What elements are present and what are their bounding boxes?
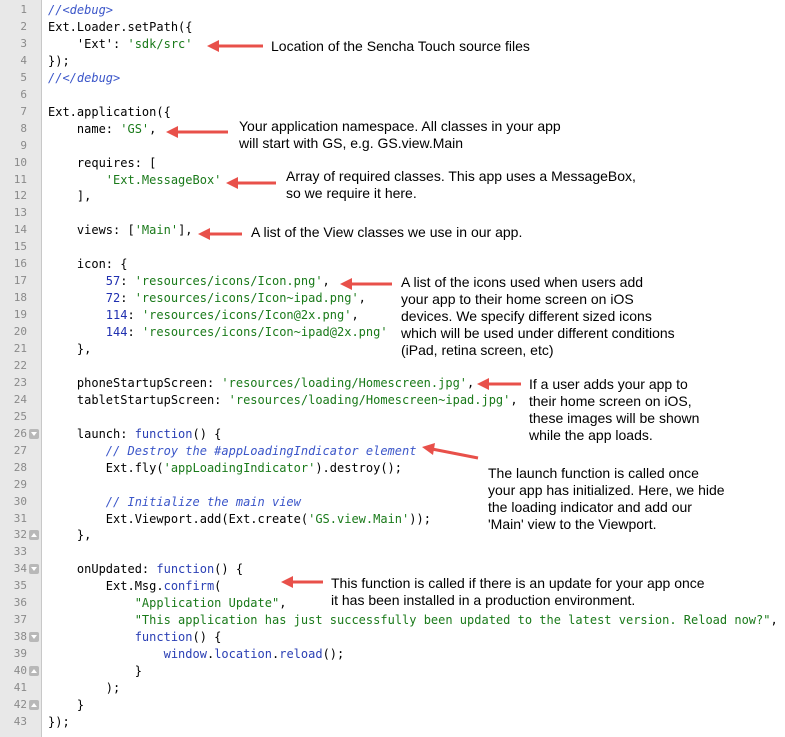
code-token: [48, 495, 106, 509]
code-token: 'resources/loading/Homescreen.jpg': [221, 375, 468, 390]
code-token: location: [214, 647, 272, 662]
code-text: [48, 646, 344, 662]
code-text: [48, 324, 388, 340]
code-token: Ext.Viewport.add(Ext.create(: [48, 511, 309, 526]
line-number: 15: [13, 240, 27, 254]
code-token: () {: [214, 562, 244, 577]
annotation-text: Array of required classes. This app uses a MessageBox,: [286, 168, 636, 184]
code-token: });: [48, 53, 70, 68]
code-token: }: [48, 697, 85, 712]
code-text: [48, 104, 171, 120]
code-token: ],: [178, 223, 193, 238]
annotation-source-files: [271, 38, 530, 55]
code-text: [48, 561, 243, 577]
code-token: ,: [510, 392, 518, 407]
code-token: ,: [770, 613, 778, 628]
code-token: [48, 444, 106, 458]
code-token: },: [48, 528, 92, 543]
code-token: 'resources/icons/Icon.png': [134, 274, 323, 289]
annotation-text: these images will be shown: [529, 410, 700, 426]
code-token: .: [271, 647, 280, 662]
line-number: 25: [13, 409, 27, 423]
code-text: [48, 2, 113, 18]
annotation-text: If a user adds your app to: [529, 376, 688, 392]
code-token: ,: [279, 596, 287, 611]
line-number: 12: [13, 189, 27, 203]
line-number: 29: [13, 477, 27, 491]
code-text: [48, 511, 431, 527]
line-number: 27: [13, 443, 27, 457]
annotation-text: Your application namespace. All classes in your app: [239, 118, 561, 134]
annotation-text: This function is called if there is an update for your app once: [331, 575, 705, 591]
code-line[interactable]: [0, 663, 785, 679]
code-token: [48, 630, 135, 644]
fold-collapse-icon[interactable]: [29, 632, 39, 642]
line-number: 31: [13, 511, 27, 525]
annotation-text: your app to their home screen on iOS: [401, 291, 634, 307]
code-token: [48, 291, 106, 305]
code-text: [48, 53, 70, 69]
code-token: name:: [48, 121, 121, 136]
code-token: Ext.application({: [48, 104, 171, 119]
code-line[interactable]: [0, 358, 785, 374]
code-token: [48, 596, 135, 610]
line-number: 32: [13, 528, 27, 542]
code-token: Ext.fly(: [48, 460, 164, 475]
arrow-views: [196, 226, 244, 242]
code-token: Ext.Msg.: [48, 579, 164, 594]
line-number: 43: [13, 714, 27, 728]
annotation-text: the loading indicator and add our: [488, 499, 692, 515]
code-token: //</debug>: [48, 70, 121, 85]
line-number: 40: [13, 664, 27, 678]
code-token: [48, 308, 106, 322]
code-token: Ext.Loader.setPath({: [48, 19, 193, 34]
annotation-text: your app has initialized. Here, we hide: [488, 482, 725, 498]
line-number: 42: [13, 697, 27, 711]
code-token: window: [163, 647, 207, 662]
arrow-source-files: [205, 38, 265, 54]
code-line[interactable]: [0, 544, 785, 560]
code-text: [48, 155, 156, 171]
line-number: 18: [13, 291, 27, 305]
line-number: 4: [20, 53, 27, 67]
code-text: [48, 341, 91, 357]
arrow-icons: [338, 276, 394, 292]
line-number: 20: [13, 325, 27, 339]
line-number: 7: [20, 104, 27, 118]
code-token: views: [: [48, 223, 135, 238]
code-token: :: [127, 325, 142, 340]
line-number: 41: [13, 681, 27, 694]
code-token: },: [48, 342, 92, 356]
code-token: // Initialize the main view: [105, 494, 301, 509]
annotation-text: A list of the View classes we use in our app.: [251, 224, 523, 240]
arrow-requires: [224, 175, 278, 191]
annotation-views: [251, 224, 522, 241]
code-line[interactable]: [0, 205, 785, 221]
arrow-namespace: [164, 124, 230, 140]
code-token: [48, 647, 164, 661]
code-token: [48, 173, 106, 187]
fold-collapse-icon[interactable]: [29, 429, 39, 439]
fold-end-icon[interactable]: [29, 666, 39, 676]
annotation-text: A list of the icons used when users add: [401, 274, 644, 290]
code-line[interactable]: [0, 612, 785, 628]
line-number: 36: [13, 596, 27, 610]
code-token: 'GS.view.Main': [308, 511, 410, 526]
line-number: 21: [13, 342, 27, 355]
code-token: function: [156, 562, 215, 577]
code-line[interactable]: [0, 697, 785, 713]
line-number: 6: [20, 87, 27, 101]
line-number: 5: [20, 70, 27, 84]
code-text: [48, 697, 84, 713]
code-token: "This application has just successfully been updated to the latest version. Reload now?": [134, 613, 771, 628]
annotation-launch: [488, 465, 725, 533]
annotation-text: Location of the Sencha Touch source files: [271, 38, 530, 54]
fold-end-icon[interactable]: [29, 700, 39, 710]
code-token: 'sdk/src': [127, 36, 193, 51]
code-token: () {: [192, 630, 222, 645]
code-text: [48, 375, 474, 391]
code-text: [48, 714, 70, 730]
code-token: ,: [322, 274, 330, 289]
line-number: 33: [13, 545, 27, 559]
code-token: 144: [105, 325, 128, 340]
code-text: [48, 273, 330, 289]
code-token: 'resources/icons/Icon~ipad@2x.png': [141, 325, 388, 340]
code-line[interactable]: [0, 256, 785, 272]
line-number: 11: [13, 172, 27, 186]
code-token: .: [206, 647, 215, 662]
line-number: 14: [13, 223, 27, 237]
code-token: 'GS': [120, 121, 150, 136]
code-token: );: [48, 681, 121, 695]
line-number: 2: [20, 19, 27, 33]
code-token: ,: [358, 291, 366, 306]
code-token: phoneStartupScreen:: [48, 375, 222, 390]
code-line[interactable]: [0, 70, 785, 86]
code-token: confirm: [163, 579, 215, 594]
arrow-launch: [420, 442, 480, 462]
code-token: ).destroy();: [315, 460, 403, 475]
line-number: 8: [20, 121, 27, 135]
annotation-text: devices. We specify different sized icons: [401, 308, 652, 324]
code-text: [48, 595, 286, 611]
code-line[interactable]: [0, 53, 785, 69]
code-token: //<debug>: [48, 3, 114, 17]
annotation-text: their home screen on iOS,: [529, 393, 692, 409]
code-text: [48, 460, 402, 476]
code-line[interactable]: [0, 443, 785, 459]
code-token: [48, 613, 135, 627]
code-text: [48, 443, 416, 459]
code-token: 114: [105, 308, 128, 323]
annotation-text: 'Main' view to the Viewport.: [488, 516, 657, 532]
annotation-onupdated: [331, 575, 705, 609]
line-number: 19: [13, 308, 27, 322]
fold-collapse-icon[interactable]: [29, 564, 39, 574]
arrow-onupdated: [279, 574, 325, 590]
line-number: 28: [13, 460, 27, 474]
annotation-text: will start with GS, e.g. GS.view.Main: [239, 135, 464, 151]
code-token: [48, 325, 106, 339]
line-number: 3: [20, 36, 27, 50]
line-number: 13: [13, 206, 27, 220]
code-text: [48, 222, 193, 238]
line-number: 39: [13, 647, 27, 661]
code-token: :: [120, 291, 135, 306]
annotation-requires: [286, 168, 636, 202]
code-token: ));: [409, 511, 431, 526]
line-number: 24: [13, 392, 27, 406]
code-text: [48, 307, 359, 323]
code-text: [48, 70, 120, 86]
line-number: 34: [13, 562, 27, 576]
code-token: reload: [279, 647, 323, 662]
code-text: [48, 494, 301, 510]
code-token: ],: [48, 189, 92, 204]
code-text: [48, 121, 156, 137]
code-token: 'Ext.MessageBox': [105, 172, 222, 187]
line-number: 16: [13, 257, 27, 271]
line-number: 9: [20, 138, 27, 152]
annotation-startup-screens: [529, 376, 699, 444]
code-token: :: [127, 308, 142, 323]
code-text: [48, 290, 366, 306]
code-text: [48, 663, 142, 679]
code-line[interactable]: [0, 646, 785, 662]
code-token: onUpdated:: [48, 562, 157, 577]
code-token: }: [48, 664, 142, 679]
code-line[interactable]: [0, 239, 785, 255]
code-line[interactable]: [0, 19, 785, 35]
code-line[interactable]: [0, 680, 785, 696]
arrow-startup-screens: [475, 376, 523, 392]
code-token: ();: [322, 647, 345, 662]
code-text: [48, 36, 193, 52]
line-number: 37: [13, 613, 27, 627]
code-line[interactable]: [0, 2, 785, 18]
code-token: tabletStartupScreen:: [48, 392, 229, 407]
code-token: 72: [105, 291, 121, 306]
line-number: 26: [13, 426, 27, 440]
code-text: [48, 629, 221, 645]
code-line[interactable]: [0, 629, 785, 645]
line-number: 10: [13, 155, 27, 169]
line-number: 23: [13, 375, 27, 389]
code-token: () {: [192, 426, 222, 441]
code-text: [48, 426, 221, 442]
code-token: });: [48, 714, 70, 729]
code-token: 'Main': [134, 223, 179, 238]
code-token: function: [134, 630, 193, 645]
annotation-namespace: [239, 118, 561, 152]
code-token: ,: [351, 308, 359, 323]
code-token: // Destroy the #appLoadingIndicator element: [105, 443, 417, 458]
code-token: :: [120, 274, 135, 289]
code-token: [48, 274, 106, 288]
code-text: [48, 578, 221, 594]
code-line[interactable]: [0, 87, 785, 103]
line-number: 38: [13, 630, 27, 644]
code-text: [48, 527, 91, 543]
code-token: 57: [105, 274, 121, 289]
code-token: "Application Update": [134, 596, 280, 611]
code-text: [48, 680, 120, 696]
code-token: 'Ext':: [48, 36, 128, 51]
annotation-text: it has been installed in a production environment.: [331, 592, 636, 608]
code-text: [48, 256, 127, 272]
code-token: (: [214, 579, 222, 594]
code-line[interactable]: [0, 714, 785, 730]
code-text: [48, 392, 518, 408]
line-number: 22: [13, 358, 27, 372]
annotation-icons: [401, 274, 675, 359]
code-token: ,: [467, 375, 475, 390]
annotation-text: so we require it here.: [286, 185, 417, 201]
fold-end-icon[interactable]: [29, 530, 39, 540]
code-token: 'resources/icons/Icon~ipad.png': [134, 291, 359, 306]
line-number: 30: [13, 494, 27, 508]
code-token: icon: {: [48, 257, 128, 272]
line-number: 35: [13, 579, 27, 593]
line-number: 1: [20, 3, 27, 16]
code-token: ,: [149, 121, 157, 136]
code-token: function: [134, 426, 193, 441]
annotation-text: while the app loads.: [529, 427, 653, 443]
annotation-text: The launch function is called once: [488, 465, 699, 481]
code-text: [48, 612, 778, 628]
annotation-text: which will be used under different conditions: [401, 325, 675, 341]
code-text: [48, 188, 91, 204]
code-token: requires: [: [48, 155, 157, 170]
code-token: 'resources/loading/Homescreen~ipad.jpg': [228, 392, 511, 407]
code-token: 'resources/icons/Icon@2x.png': [141, 308, 352, 323]
code-text: [48, 19, 193, 35]
code-text: [48, 172, 221, 188]
code-token: 'appLoadingIndicator': [163, 460, 316, 475]
code-token: launch:: [48, 426, 135, 441]
annotation-text: (iPad, retina screen, etc): [401, 342, 554, 358]
line-number: 17: [13, 274, 27, 288]
